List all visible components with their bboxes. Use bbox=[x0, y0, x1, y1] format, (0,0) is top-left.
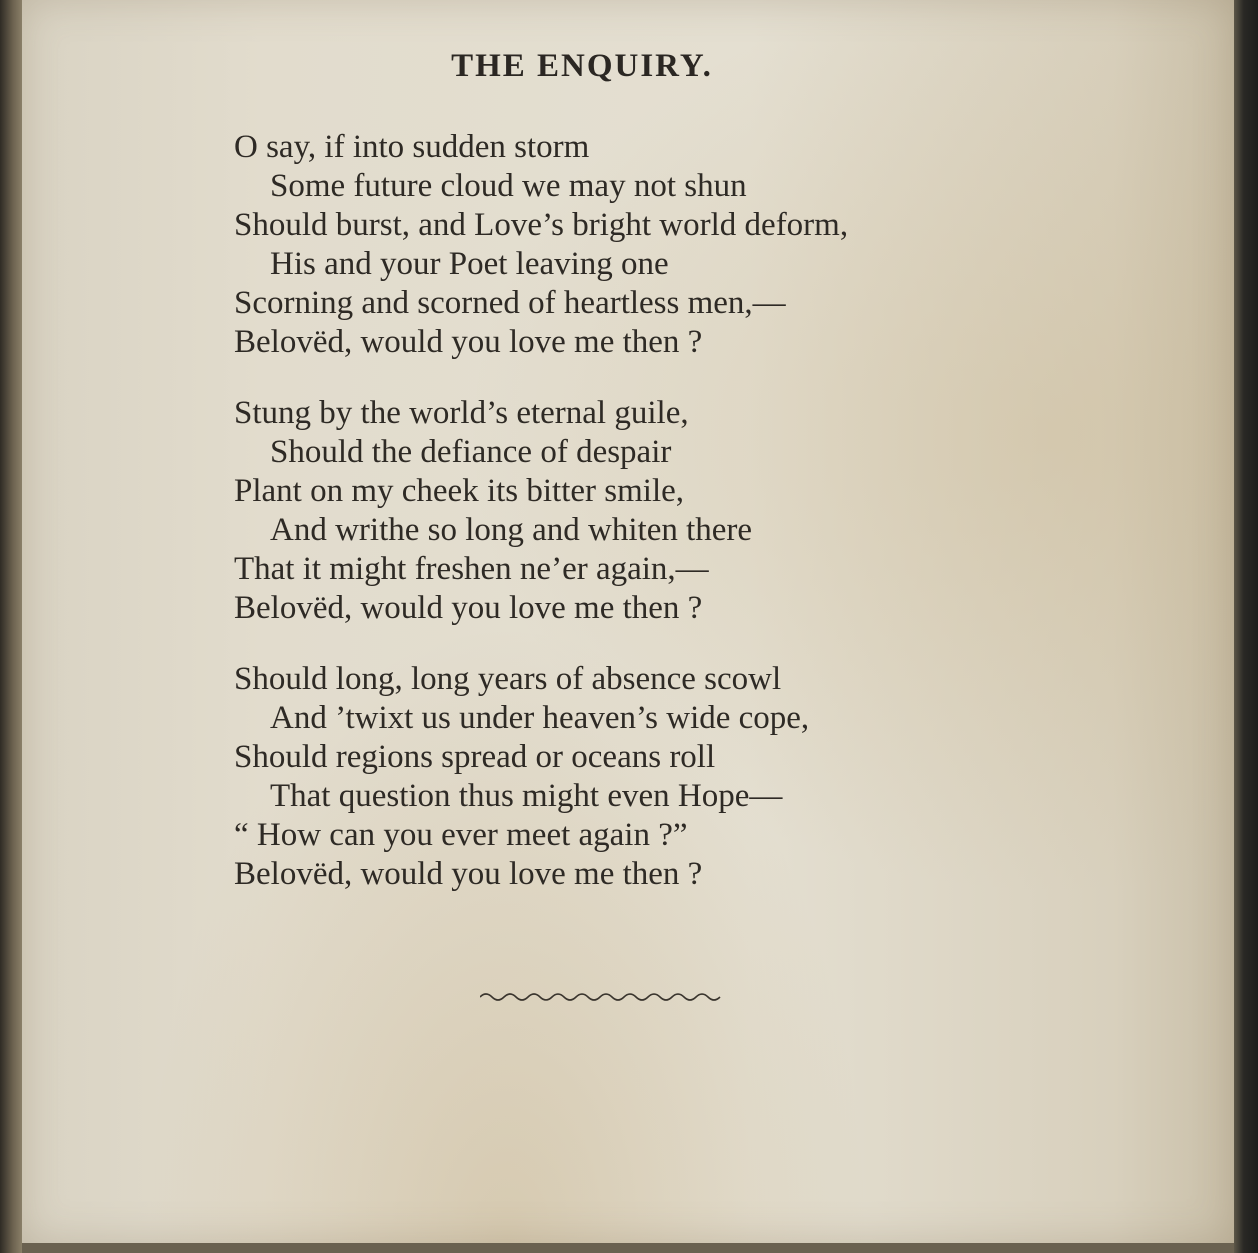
poem-line: O say, if into sudden storm bbox=[234, 129, 590, 165]
poem-line: Belovëd, would you love me then ? bbox=[234, 324, 703, 360]
poem-line: Some future cloud we may not shun bbox=[270, 168, 747, 204]
book-edge-bottom bbox=[22, 1243, 1234, 1253]
stanza-1 bbox=[234, 128, 848, 362]
poem-line: Belovëd, would you love me then ? bbox=[234, 856, 703, 892]
poem-line: And ’twixt us under heaven’s wide cope, bbox=[270, 700, 810, 736]
book-gutter-left bbox=[0, 0, 22, 1253]
poem-line: Belovëd, would you love me then ? bbox=[234, 590, 703, 626]
poem-line: Should the defiance of despair bbox=[270, 434, 672, 470]
poem-line: His and your Poet leaving one bbox=[270, 246, 669, 282]
poem-line: Should long, long years of absence scowl bbox=[234, 661, 782, 697]
poem-title: THE ENQUIRY. bbox=[451, 48, 713, 84]
poem-line: Stung by the world’s eternal guile, bbox=[234, 395, 689, 431]
poem-line: And writhe so long and whiten there bbox=[270, 512, 753, 548]
decorative-wave-divider bbox=[480, 988, 725, 1002]
poem-line: That it might freshen ne’er again,— bbox=[234, 551, 709, 587]
poem-line: Scorning and scorned of heartless men,— bbox=[234, 285, 786, 321]
poem-line: Should regions spread or oceans roll bbox=[234, 739, 716, 775]
book-page bbox=[22, 0, 1234, 1243]
poem-line: “ How can you ever meet again ?” bbox=[234, 817, 688, 853]
book-cover-edge-right bbox=[1234, 0, 1258, 1253]
stanza-2 bbox=[234, 394, 848, 628]
stanza-3 bbox=[234, 660, 848, 894]
poem-line: Plant on my cheek its bitter smile, bbox=[234, 473, 685, 509]
poem-line: That question thus might even Hope— bbox=[270, 778, 783, 814]
poem-body bbox=[234, 128, 848, 926]
poem-line: Should burst, and Love’s bright world deform, bbox=[234, 207, 849, 243]
